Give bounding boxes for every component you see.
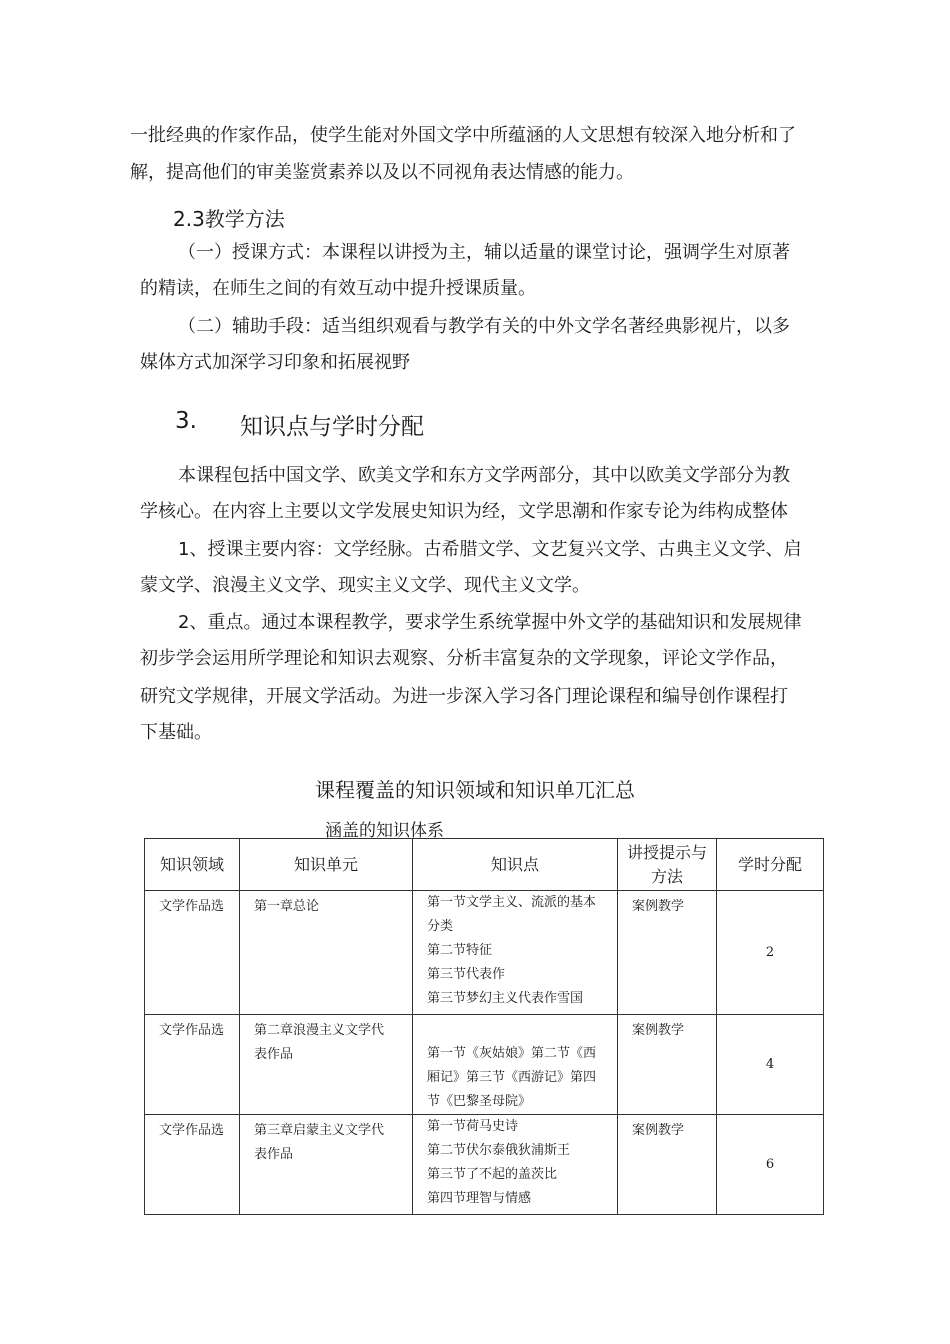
knowledge-table: [144, 838, 824, 1215]
row2-domain: 文学作品选: [159, 1023, 225, 1038]
row1-point-5: 第三节梦幻主义代表作雪国: [427, 991, 584, 1006]
s3-paragraph-2-line-1: 1、授课主要内容：文学经脉。古希腊文学、文艺复兴文学、古典主义文学、启: [178, 539, 802, 560]
section-2-3-heading: 2.3教学方法: [173, 207, 285, 231]
method-1-line-2: 的精读，在师生之间的有效互动中提升授课质量。: [140, 278, 536, 299]
intro-line-1: 一批经典的作家作品，使学生能对外国文学中所蕴涵的人文思想有较深入地分析和了: [130, 125, 796, 146]
row1-point-4: 第三节代表作: [427, 967, 506, 982]
table-subtitle: 涵盖的知识体系: [325, 821, 444, 841]
table-title: 课程覆盖的知识领域和知识单兀汇总: [315, 778, 635, 802]
row1-point-3: 第二节特征: [427, 943, 493, 958]
s3-paragraph-3-line-2: 初步学会运用所学理论和知识去观察、分析丰富复杂的文学现象，评论文学作品，: [140, 648, 788, 669]
s3-paragraph-2-line-2: 蒙文学、浪漫主义文学、现实主义文学、现代主义文学。: [140, 575, 590, 596]
row1-unit: 第一章总论: [254, 899, 320, 914]
row3-point-3: 第三节了不起的盖茨比: [427, 1167, 558, 1182]
header-unit: 知识单元: [240, 839, 413, 891]
s3-paragraph-1-line-2: 学核心。在内容上主要以文学发展史知识为经，文学思潮和作家专论为纬构成整体: [140, 501, 788, 522]
method-2-line-1: （二）辅助手段：适当组织观看与教学有关的中外文学名著经典影视片，以多: [178, 316, 790, 337]
row1-domain: 文学作品选: [159, 899, 225, 914]
row3-hours: 6: [717, 1115, 824, 1215]
header-method-line-1: 讲授提示与: [626, 842, 707, 862]
row3-unit-line-1: 第三章启蒙主义文学代: [254, 1123, 385, 1138]
row3-point-1: 第一节荷马史诗: [427, 1119, 519, 1134]
row3-point-4: 第四节理智与情感: [427, 1191, 532, 1206]
row1-method: 案例教学: [632, 899, 685, 914]
s3-paragraph-3-line-3: 研究文学规律，开展文学活动。为进一步深入学习各门理论课程和编导创作课程打: [140, 686, 788, 707]
row3-method: 案例教学: [632, 1123, 685, 1138]
row2-method: 案例教学: [632, 1023, 685, 1038]
table-row: [145, 1115, 824, 1215]
section-3-number: 3.: [175, 408, 197, 434]
header-domain: 知识领域: [145, 839, 240, 891]
s3-paragraph-3-line-1: 2、重点。通过本课程教学，要求学生系统掌握中外文学的基础知识和发展规律: [178, 612, 802, 633]
row2-unit-line-1: 第二章浪漫主义文学代: [254, 1023, 385, 1038]
row1-hours: 2: [717, 891, 824, 1015]
table-row: [145, 1015, 824, 1115]
row2-hours: 4: [717, 1015, 824, 1115]
row1-point-1: 第一节文学主义、流派的基本: [427, 895, 597, 910]
table-row: [145, 891, 824, 1015]
header-hours: 学时分配: [717, 839, 824, 891]
row3-unit-line-2: 表作品: [254, 1147, 294, 1162]
header-method-line-2: 方法: [650, 866, 683, 886]
intro-line-2: 解，提高他们的审美鉴赏素养以及以不同视角表达情感的能力。: [130, 162, 634, 183]
header-method: [618, 839, 717, 891]
header-points: 知识点: [413, 839, 618, 891]
s3-paragraph-3-line-4: 下基础。: [140, 722, 212, 743]
method-1-line-1: （一）授课方式：本课程以讲授为主，辅以适量的课堂讨论，强调学生对原著: [178, 242, 790, 263]
section-3-title: 知识点与学时分配: [240, 414, 424, 440]
table-header-row: [145, 839, 824, 891]
row2-point-3: 节《巴黎圣母院》: [427, 1094, 532, 1109]
row1-point-2: 分类: [427, 919, 454, 934]
row2-point-2: 厢记》第三节《西游记》第四: [427, 1070, 597, 1085]
row2-unit-line-2: 表作品: [254, 1047, 294, 1062]
s3-paragraph-1-line-1: 本课程包括中国文学、欧美文学和东方文学两部分，其中以欧美文学部分为教: [178, 465, 790, 486]
row3-point-2: 第二节伏尔泰俄狄浦斯王: [427, 1143, 571, 1158]
row2-point-1: 第一节《灰姑娘》第二节《西: [427, 1046, 597, 1061]
row3-domain: 文学作品选: [159, 1123, 225, 1138]
method-2-line-2: 媒体方式加深学习印象和拓展视野: [140, 352, 410, 373]
